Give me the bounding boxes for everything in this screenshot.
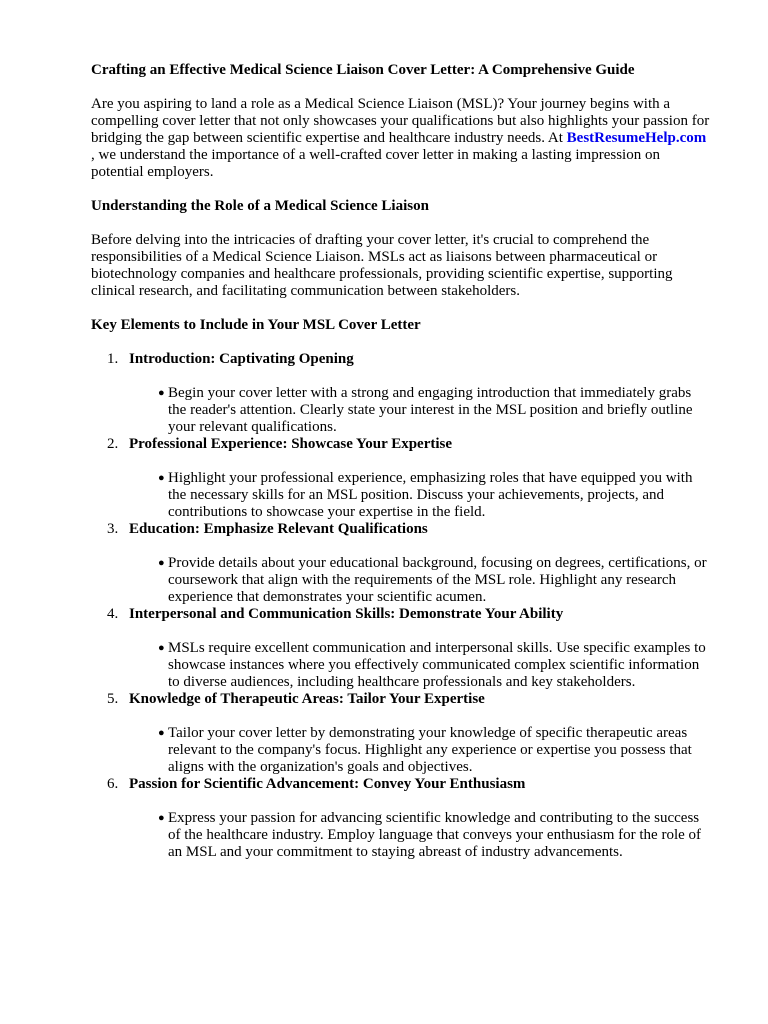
sub-bullet-item [129, 555, 711, 606]
list-item [91, 691, 711, 776]
intro-paragraph [91, 96, 711, 181]
sub-bullet-text: Tailor your cover letter by demonstrating your knowledge of specific therapeutic areas relevant to the company's focus. Highlight any experience or expertise you possess that aligns with the organization's goals and objectives. [168, 725, 692, 775]
sub-bullet-list [129, 555, 711, 606]
list-item [91, 436, 711, 521]
sub-bullet-text: Provide details about your educational background, focusing on degrees, certifications, or coursework that align with the requirements of the MSL role. Highlight any research experience that demonstrates your scientific acumen. [168, 555, 707, 605]
list-item-title: Introduction: Captivating Opening [129, 351, 354, 367]
list-item-title: Interpersonal and Communication Skills: Demonstrate Your Ability [129, 606, 564, 622]
list-item-number: 4. [107, 606, 119, 622]
bullet-icon: ● [158, 387, 165, 399]
intro-text-after-link: , we understand the importance of a well-crafted cover letter in making a lasting impression on potential employers. [91, 147, 660, 180]
list-item-title: Passion for Scientific Advancement: Convey Your Enthusiasm [129, 776, 526, 792]
sub-bullet-text: MSLs require excellent communication and interpersonal skills. Use specific examples to showcase instances where you effectively communicated complex scientific information to diverse audiences, including healthcare professionals and key stakeholders. [168, 640, 706, 690]
sub-bullet-item [129, 810, 711, 861]
bestresumehelp-link[interactable]: BestResumeHelp.com [566, 130, 707, 146]
sub-bullet-list [129, 640, 711, 691]
sub-bullet-text: Begin your cover letter with a strong and engaging introduction that immediately grabs the reader's attention. Clearly state your interest in the MSL position and briefly outline your relevant qualifications. [168, 385, 693, 435]
list-item [91, 351, 711, 436]
list-item-number: 2. [107, 436, 119, 452]
sub-bullet-item [129, 640, 711, 691]
sub-bullet-list [129, 725, 711, 776]
section-heading-key-elements: Key Elements to Include in Your MSL Cover Letter [91, 317, 421, 333]
bullet-icon: ● [158, 557, 165, 569]
document-content [91, 62, 711, 861]
list-item [91, 606, 711, 691]
role-paragraph: Before delving into the intricacies of drafting your cover letter, it's crucial to comprehend the responsibilities of a Medical Science Liaison. MSLs act as liaisons between pharmaceutical or biotechnology companies and healthcare professionals, providing scientific expertise, supporting clinical research, and facilitating communication between stakeholders. [91, 232, 673, 299]
intro-text-before-link: Are you aspiring to land a role as a Medical Science Liaison (MSL)? Your journey begins with a compelling cover letter that not only showcases your qualifications but also highlights your passion for bridging the gap between scientific expertise and healthcare industry needs. At [91, 96, 710, 146]
document-title: Crafting an Effective Medical Science Liaison Cover Letter: A Comprehensive Guide [91, 62, 635, 78]
sub-bullet-text: Highlight your professional experience, emphasizing roles that have equipped you with the necessary skills for an MSL position. Discuss your achievements, projects, and contributions to showcase your expertise in the field. [168, 470, 693, 520]
list-item-number: 5. [107, 691, 119, 707]
sub-bullet-list [129, 810, 711, 861]
sub-bullet-item [129, 385, 711, 436]
list-item-title: Professional Experience: Showcase Your Expertise [129, 436, 453, 452]
list-item-title: Knowledge of Therapeutic Areas: Tailor Your Expertise [129, 691, 485, 707]
list-item-number: 6. [107, 776, 119, 792]
sub-bullet-list [129, 470, 711, 521]
list-item [91, 776, 711, 861]
list-item [91, 521, 711, 606]
section-heading-role: Understanding the Role of a Medical Science Liaison [91, 198, 429, 214]
sub-bullet-item [129, 470, 711, 521]
list-item-title: Education: Emphasize Relevant Qualifications [129, 521, 428, 537]
bullet-icon: ● [158, 812, 165, 824]
list-item-number: 3. [107, 521, 119, 537]
sub-bullet-text: Express your passion for advancing scientific knowledge and contributing to the success of the healthcare industry. Employ language that conveys your enthusiasm for the role of an MSL and your commitment to staying abreast of industry advancements. [168, 810, 702, 860]
list-item-number: 1. [107, 351, 119, 367]
bullet-icon: ● [158, 727, 165, 739]
key-elements-list [91, 351, 711, 861]
sub-bullet-item [129, 725, 711, 776]
bullet-icon: ● [158, 642, 165, 654]
bullet-icon: ● [158, 472, 165, 484]
sub-bullet-list [129, 385, 711, 436]
